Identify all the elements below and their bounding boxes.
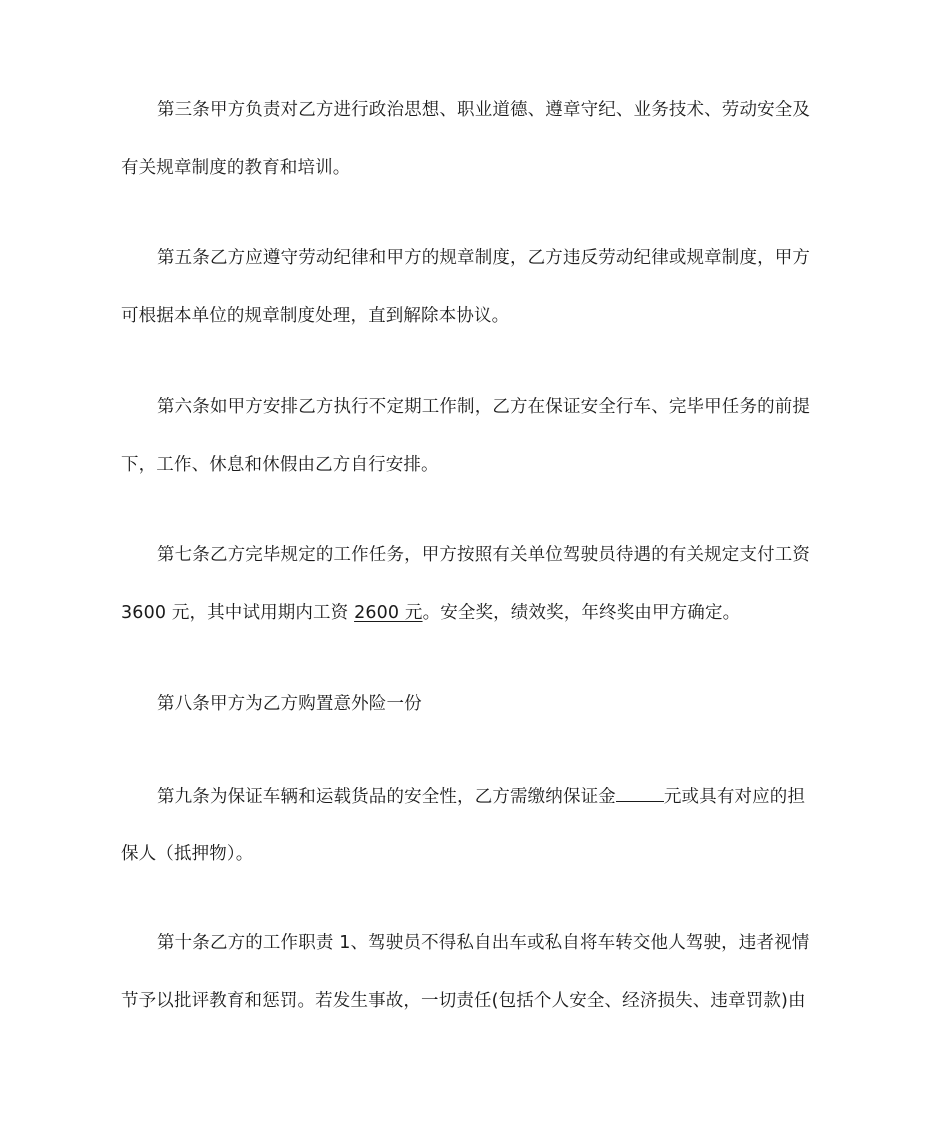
article-5-line-1: 第五条乙方应遵守劳动纪律和甲方的规章制度，乙方违反劳动纪律或规章制度，甲方 bbox=[157, 248, 811, 268]
article-3-line-2: 有关规章制度的教育和培训。 bbox=[121, 158, 351, 178]
article-7-salary-text: 3600 元，其中试用期内工资 bbox=[121, 603, 355, 623]
deposit-amount-blank bbox=[616, 783, 664, 802]
article-9-line-2: 保人（抵押物）。 bbox=[121, 844, 254, 864]
article-7-line-1: 第七条乙方完毕规定的工作任务，甲方按照有关单位驾驶员待遇的有关规定支付工资 bbox=[157, 545, 811, 565]
article-9-text-end: 元或具有对应的担 bbox=[663, 787, 806, 807]
article-6-line-1: 第六条如甲方安排乙方执行不定期工作制，乙方在保证安全行车、完毕甲任务的前提 bbox=[157, 397, 811, 417]
article-7-line-2 bbox=[121, 600, 836, 626]
article-10-line-2: 节予以批评教育和惩罚。若发生事故，一切责任(包括个人安全、经济损失、违章罚款)由 bbox=[121, 991, 806, 1011]
article-7-bonus-text: 。安全奖，绩效奖，年终奖由甲方确定。 bbox=[422, 603, 741, 623]
article-8-line-1: 第八条甲方为乙方购置意外险一份 bbox=[157, 694, 422, 714]
article-9-line-1 bbox=[157, 783, 837, 810]
article-5-line-2: 可根据本单位的规章制度处理，直到解除本协议。 bbox=[121, 306, 510, 326]
article-3-line-1: 第三条甲方负责对乙方进行政治思想、职业道德、遵章守纪、业务技术、劳动安全及 bbox=[157, 100, 811, 120]
article-6-line-2: 下，工作、休息和休假由乙方自行安排。 bbox=[121, 455, 439, 475]
article-10-line-1: 第十条乙方的工作职责 1、驾驶员不得私自出车或私自将车转交他人驾驶，违者视情 bbox=[157, 933, 810, 953]
probation-salary-amount: 2600 元 bbox=[354, 603, 423, 623]
article-9-text: 第九条为保证车辆和运载货品的安全性，乙方需缴纳保证金 bbox=[157, 787, 616, 807]
